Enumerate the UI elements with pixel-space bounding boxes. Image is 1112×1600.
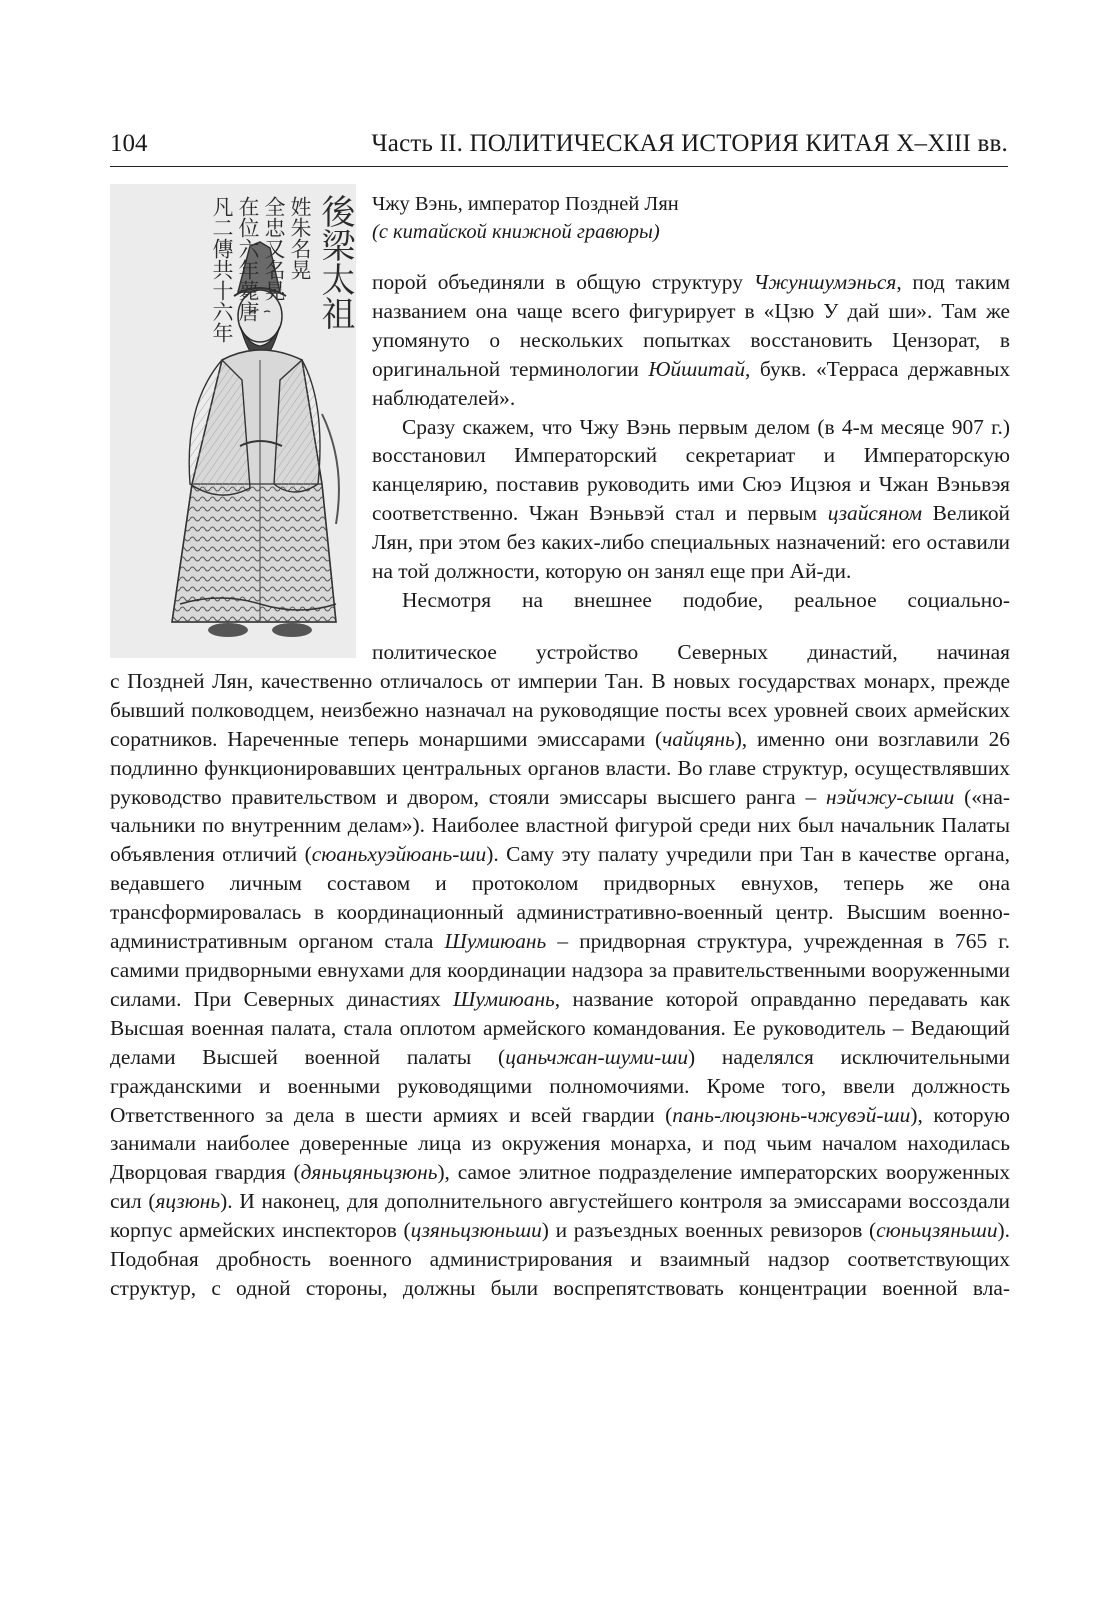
body-text-narrow — [372, 268, 1010, 615]
paragraph: Несмотря на внешнее подобие, реальное социально- — [402, 587, 1010, 612]
paragraph-continuation: с Поздней Лян, качественно отличалось от империи Тан. В новых государствах монарх, прежде бывший полководцем, неизбежно назначал на руководящие посты всех уровней своих армейских соратников. Нареченные теперь монаршими эмиссарами (чайцянь), именно они возглавили 26 подлинно функционировавших центральных органов власти. Во главе структур, осуществлявших руководство правительством и двором, стояли эмиссары высшего ранга – нэйчжу-сыши («начальники по внутренним делам»). Наиболее властной фигурой среди них был начальник Палаты объявления отличий (сюаньхуэйюань-ши). Саму эту палату учредили при Тан в качестве органа, ведавшего личным составом и протоколом придворных евнухов, теперь же она трансформировалась в координационный административно-военный центр. Высшим военно-административным органом стала Шумиюань – придворная структура, учрежденная в 765 г. самими придворными евнухами для координации надзора за правительственными вооруженными силами. При Северных династиях Шумиюань, название которой оправданно передавать как Высшая военная палата, стала оплотом армейского командования. Ее руководитель – Ведающий делами Высшей военной палаты (цаньчжан-шуми-ши) наделялся исключительными гражданскими и военными руководящими полномочиями. Кроме того, ввели должность Ответственного за дела в шести армиях и всей гвардии (пань-люцзюнь-чжувэй-ши), которую занимали наиболее доверенные лица из окружения монарха, и под чьим началом находилась Дворцовая гвардия (дяньцяньцзюнь), самое элитное подразделение императорских вооруженных сил (яцзюнь). И наконец, для дополнительного августейшего контроля за эмиссарами воссоздали корпус армейских инспекторов (цзяньцзюньши) и разъездных военных ревизоров (сюньцзяньши). Подобная дробность военного администрирования и взаимный надзор соответствующих структур, с одной стороны, должны были воспрепятствовать концентрации военной вла- — [110, 668, 1011, 1300]
engraving-inscription-col4: 凡二傳共十六年 — [210, 196, 234, 343]
running-title: Часть II. ПОЛИТИЧЕСКАЯ ИСТОРИЯ КИТАЯ X–XIII вв. — [371, 130, 1008, 157]
paragraph: Сразу скажем, что Чжу Вэнь первым делом (в 4-м месяце 907 г.) восстановил Императорский секретариат и Императорскую канцелярию, поставив руководить ими Сюэ Ицзюя и Чжан Вэньвэя соответственно. Чжан Вэньвэй стал и первым цзайсяном Великой Лян, при этом без каких-либо специальных назначений: его оставили на той должности, которую он занял еще при Ай-ди. — [372, 414, 1010, 584]
caption-line: Чжу Вэнь, император Поздней Лян — [372, 193, 679, 215]
figure-caption — [372, 190, 1012, 246]
engraving-figure — [110, 184, 356, 658]
running-header — [110, 126, 1008, 167]
engraving-inscription-col1: 姓朱名晃 — [288, 196, 312, 280]
engraving-inscription-col2: 全忠又名晃 — [262, 196, 286, 301]
paragraph-continuation: политическое устройство Северных династий, начиная — [372, 640, 1010, 664]
engraving-title-chars: 後梁太祖 — [315, 194, 355, 330]
caption-source: (с китайской книжной гравюры) — [372, 221, 660, 243]
paragraph: порой объединяли в общую структуру Чжуншумэнься, под таким названием она чаще всего фигурирует в «Цзю У дай ши». Там же упомянуто о нескольких попытках восстановить Цензорат, в оригинальной терминологии Юйшитай, букв. «Терраса державных наблюдателей». — [372, 270, 1011, 410]
engraving-inscription-col3: 在位六年薨唐 — [236, 196, 260, 322]
body-text-wide — [110, 638, 1010, 1303]
page-number: 104 — [110, 130, 148, 157]
